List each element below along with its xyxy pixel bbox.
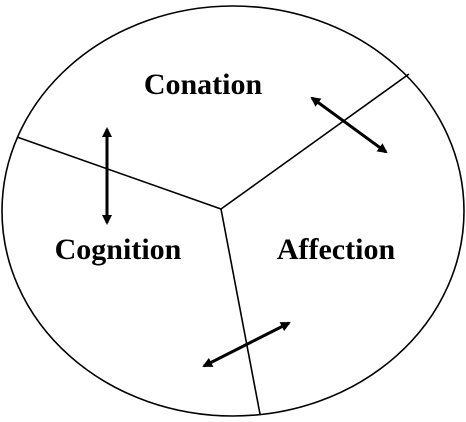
divider-line-bottom (221, 209, 260, 414)
divider-line-left (17, 137, 221, 209)
label-cognition: Cognition (54, 233, 182, 266)
arrow-cognition-affection (204, 323, 289, 366)
label-conation: Conation (143, 68, 263, 101)
label-affection: Affection (276, 233, 396, 266)
arrow-conation-affection (312, 98, 386, 152)
